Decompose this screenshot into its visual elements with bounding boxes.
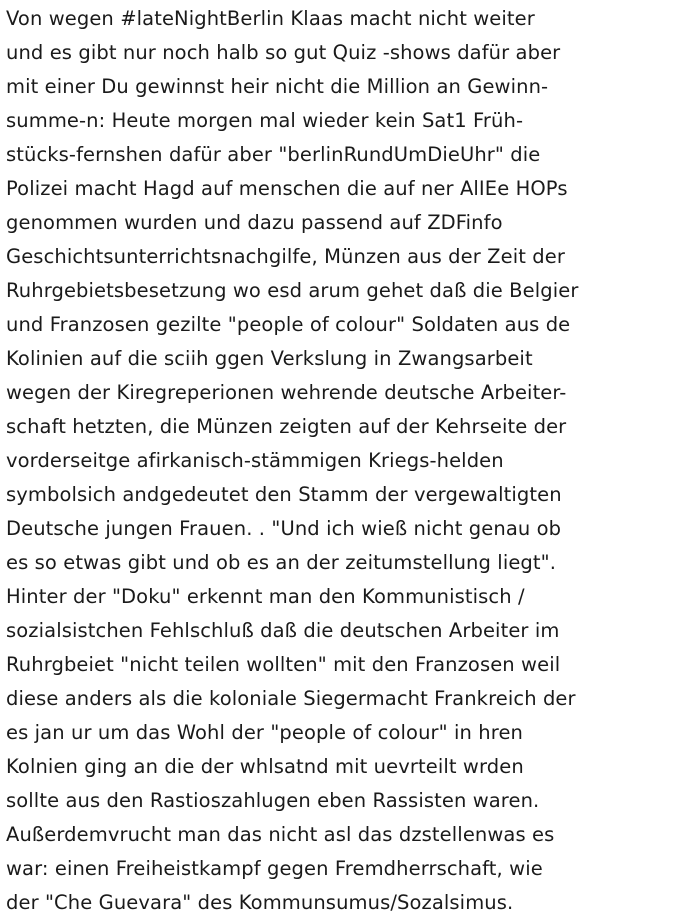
document-text bbox=[6, 2, 684, 920]
text-line: Ruhrgbeiet "nicht teilen wollten" mit den Franzosen weil bbox=[6, 653, 561, 676]
text-line: schaft hetzten, die Münzen zeigten auf der Kehrseite der bbox=[6, 415, 567, 438]
text-line: vorderseitge afirkanisch-stämmigen Kriegs-helden bbox=[6, 449, 504, 472]
text-line: Geschichtsunterrichtsnachgilfe, Münzen aus der Zeit der bbox=[6, 245, 565, 268]
text-line: mit einer Du gewinnst heir nicht die Million an Gewinn- bbox=[6, 75, 549, 98]
text-line: Kolinien auf die sciih ggen Verkslung in Zwangsarbeit bbox=[6, 347, 533, 370]
text-line: stücks-fernshen dafür aber "berlinRundUmDieUhr" die bbox=[6, 143, 541, 166]
text-line: Ruhrgebietsbesetzung wo esd arum gehet daß die Belgier bbox=[6, 279, 579, 302]
text-line: war: einen Freiheistkampf gegen Fremdherrschaft, wie bbox=[6, 857, 543, 880]
text-line: sollte aus den Rastioszahlugen eben Rassisten waren. bbox=[6, 789, 540, 812]
text-line: und es gibt nur noch halb so gut Quiz -shows dafür aber bbox=[6, 41, 561, 64]
text-line: genommen wurden und dazu passend auf ZDFinfo bbox=[6, 211, 503, 234]
text-line: Polizei macht Hagd auf menschen die auf ner AlIEe HOPs bbox=[6, 177, 568, 200]
text-line: summe-n: Heute morgen mal wieder kein Sat1 Früh- bbox=[6, 109, 524, 132]
text-line: Außerdemvrucht man das nicht asl das dzstellenwas es bbox=[6, 823, 555, 846]
text-line: symbolsich andgedeutet den Stamm der vergewaltigten bbox=[6, 483, 562, 506]
text-line: wegen der Kiregreperionen wehrende deutsche Arbeiter- bbox=[6, 381, 567, 404]
text-line: Deutsche jungen Frauen. . "Und ich wieß nicht genau ob bbox=[6, 517, 562, 540]
text-line: Kolnien ging an die der whlsatnd mit uevrteilt wrden bbox=[6, 755, 524, 778]
text-line: es jan ur um das Wohl der "people of colour" in hren bbox=[6, 721, 524, 744]
text-line: diese anders als die koloniale Siegermacht Frankreich der bbox=[6, 687, 576, 710]
text-line: der "Che Guevara" des Kommunsumus/Sozalsimus. bbox=[6, 891, 514, 914]
text-line: sozialsistchen Fehlschluß daß die deutschen Arbeiter im bbox=[6, 619, 560, 642]
text-line: Hinter der "Doku" erkennt man den Kommunistisch / bbox=[6, 585, 525, 608]
text-line: es so etwas gibt und ob es an der zeitumstellung liegt". bbox=[6, 551, 557, 574]
text-line: Von wegen #lateNightBerlin Klaas macht nicht weiter bbox=[6, 7, 535, 30]
text-line: und Franzosen gezilte "people of colour" Soldaten aus de bbox=[6, 313, 571, 336]
